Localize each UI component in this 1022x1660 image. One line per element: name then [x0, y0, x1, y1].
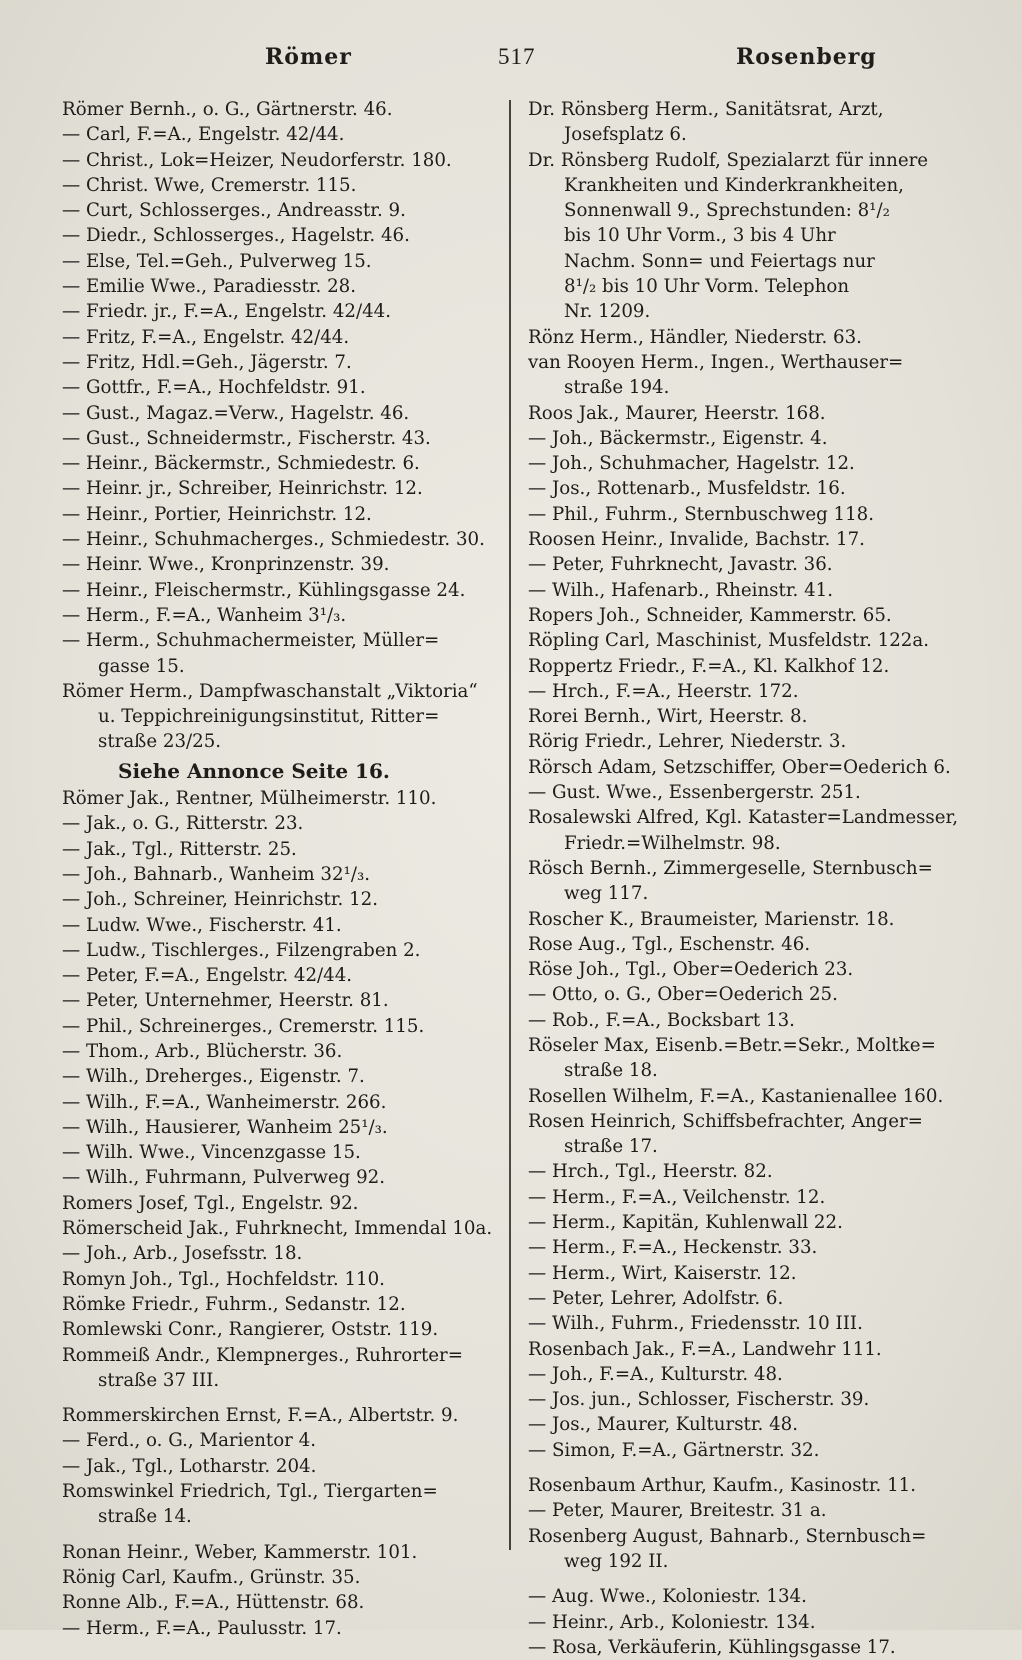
directory-entry-continuation: bis 10 Uhr Vorm., 3 bis 4 Uhr [564, 225, 836, 247]
directory-entry: — Peter, Maurer, Breitestr. 31 a. [528, 1500, 827, 1522]
directory-entry: — Curt, Schlosserges., Andreasstr. 9. [62, 200, 406, 222]
directory-entry: Römer Bernh., o. G., Gärtnerstr. 46. [62, 99, 393, 120]
directory-entry: — Ferd., o. G., Marientor 4. [62, 1430, 316, 1452]
directory-entry: — Fritz, Hdl.=Geh., Jägerstr. 7. [62, 351, 352, 373]
directory-entry: — Heinr., Fleischermstr., Kühlingsgasse 24. [62, 579, 466, 601]
directory-entry: Rösch Bernh., Zimmergeselle, Sternbusch= [528, 857, 933, 879]
directory-entry: — Rob., F.=A., Bocksbart 13. [528, 1009, 795, 1031]
directory-entry: — Jak., Tgl., Lotharstr. 204. [62, 1455, 317, 1477]
directory-entry: — Jos., Rottenarb., Musfeldstr. 16. [528, 478, 846, 500]
directory-entry: — Ludw., Tischlerges., Filzengraben 2. [62, 939, 421, 961]
advertisement-reference: Siehe Annonce Seite 16. [118, 758, 390, 783]
directory-entry: — Herm., F.=A., Wanheim 3¹/₃. [62, 604, 347, 626]
directory-entry: Romyn Joh., Tgl., Hochfeldstr. 110. [62, 1268, 385, 1290]
directory-entry-continuation: straße 17. [564, 1136, 658, 1158]
directory-entry: Roppertz Friedr., F.=A., Kl. Kalkhof 12. [528, 655, 890, 677]
directory-entry: — Peter, F.=A., Engelstr. 42/44. [62, 965, 353, 987]
directory-entry: Röpling Carl, Maschinist, Musfeldstr. 122a. [528, 630, 930, 652]
directory-entry: Ropers Joh., Schneider, Kammerstr. 65. [528, 604, 892, 626]
directory-entry: — Phil., Fuhrm., Sternbuschweg 118. [528, 503, 875, 525]
directory-entry: Rose Aug., Tgl., Eschenstr. 46. [528, 933, 811, 955]
directory-entry: Rönz Herm., Händler, Niederstr. 63. [528, 326, 862, 348]
directory-entry: Ronne Alb., F.=A., Hüttenstr. 68. [62, 1592, 365, 1614]
directory-entry: Römer Jak., Rentner, Mülheimerstr. 110. [62, 788, 437, 810]
directory-entry: — Herm., F.=A., Paulusstr. 17. [62, 1617, 342, 1639]
directory-entry: — Joh., F.=A., Kulturstr. 48. [528, 1363, 783, 1385]
directory-entry-continuation: Nachm. Sonn= und Feiertags nur [564, 250, 875, 272]
directory-entry: Roos Jak., Maurer, Heerstr. 168. [528, 402, 826, 424]
directory-entry: — Wilh., Hafenarb., Rheinstr. 41. [528, 579, 833, 601]
directory-entry: Dr. Rönsberg Rudolf, Spezialarzt für innere [528, 149, 929, 171]
directory-entry: Rönig Carl, Kaufm., Grünstr. 35. [62, 1566, 361, 1588]
directory-entry: — Herm., F.=A., Veilchenstr. 12. [528, 1186, 826, 1208]
directory-entry-continuation: straße 23/25. [98, 731, 222, 753]
directory-entry: — Heinr., Portier, Heinrichstr. 12. [62, 503, 372, 525]
directory-entry: — Else, Tel.=Geh., Pulverweg 15. [62, 250, 372, 272]
directory-entry: — Jos., Maurer, Kulturstr. 48. [528, 1414, 799, 1436]
directory-entry: — Otto, o. G., Ober=Oederich 25. [528, 984, 838, 1006]
directory-entry: — Heinr., Schuhmacherges., Schmiedestr. 30. [62, 529, 485, 551]
directory-entry-continuation: straße 14. [98, 1506, 192, 1528]
directory-entry: — Rosa, Verkäuferin, Kühlingsgasse 17. [528, 1636, 896, 1658]
directory-entry-continuation: Sonnenwall 9., Sprechstunden: 8¹/₂ [564, 200, 890, 222]
directory-entry: Röse Joh., Tgl., Ober=Oederich 23. [528, 959, 854, 981]
directory-entry: — Phil., Schreinerges., Cremerstr. 115. [62, 1015, 425, 1037]
directory-entry: — Jak., Tgl., Ritterstr. 25. [62, 838, 297, 860]
directory-entry-continuation: Krankheiten und Kinderkrankheiten, [564, 174, 904, 196]
left-column [62, 97, 492, 1641]
directory-entry: — Wilh., F.=A., Wanheimerstr. 266. [62, 1091, 387, 1113]
directory-entry-continuation: straße 194. [564, 377, 670, 399]
directory-entry: Rosenbach Jak., F.=A., Landwehr 111. [528, 1338, 882, 1360]
directory-entry: — Herm., Wirt, Kaiserstr. 12. [528, 1262, 797, 1284]
header-right-keyword: Rosenberg [736, 44, 877, 70]
directory-entry: — Thom., Arb., Blücherstr. 36. [62, 1040, 343, 1062]
directory-entry-continuation: u. Teppichreinigungsinstitut, Ritter= [98, 706, 440, 728]
page-header [60, 44, 960, 84]
directory-entry: — Peter, Fuhrknecht, Javastr. 36. [528, 554, 833, 576]
directory-entry: Romers Josef, Tgl., Engelstr. 92. [62, 1192, 359, 1214]
directory-entry: — Wilh., Hausierer, Wanheim 25¹/₃. [62, 1116, 388, 1138]
directory-entry: Rommeiß Andr., Klempnerges., Ruhrorter= [62, 1344, 463, 1366]
page-number: 517 [498, 44, 536, 69]
directory-entry: Romswinkel Friedrich, Tgl., Tiergarten= [62, 1481, 438, 1503]
directory-entry: Ronan Heinr., Weber, Kammerstr. 101. [62, 1541, 418, 1563]
directory-entry: — Christ., Lok=Heizer, Neudorferstr. 180. [62, 149, 452, 171]
directory-entry: Rosen Heinrich, Schiffsbefrachter, Anger= [528, 1110, 923, 1132]
directory-entry: Römerscheid Jak., Fuhrknecht, Immendal 10a. [62, 1218, 493, 1240]
directory-entry-continuation: Josefsplatz 6. [564, 124, 687, 146]
directory-entry: — Wilh. Wwe., Vincenzgasse 15. [62, 1142, 361, 1164]
directory-entry: Rörsch Adam, Setzschiffer, Ober=Oederich 6. [528, 756, 951, 778]
directory-entry: — Simon, F.=A., Gärtnerstr. 32. [528, 1439, 820, 1461]
directory-entry: — Gust., Schneidermstr., Fischerstr. 43. [62, 427, 431, 449]
directory-entry: — Christ. Wwe, Cremerstr. 115. [62, 174, 357, 196]
directory-entry: — Fritz, F.=A., Engelstr. 42/44. [62, 326, 350, 348]
directory-entry: Rosalewski Alfred, Kgl. Kataster=Landmesser, [528, 807, 958, 829]
directory-entry: — Wilh., Fuhrm., Friedensstr. 10 III. [528, 1313, 863, 1335]
column-divider [509, 100, 511, 1550]
directory-entry: — Herm., Kapitän, Kuhlenwall 22. [528, 1212, 843, 1234]
directory-entry: — Gust. Wwe., Essenbergerstr. 251. [528, 782, 861, 804]
directory-entry: Römke Friedr., Fuhrm., Sedanstr. 12. [62, 1293, 406, 1315]
directory-entry: Röseler Max, Eisenb.=Betr.=Sekr., Moltke= [528, 1034, 936, 1056]
directory-entry: Roscher K., Braumeister, Marienstr. 18. [528, 908, 895, 930]
directory-entry: — Emilie Wwe., Paradiesstr. 28. [62, 276, 357, 298]
directory-entry: van Rooyen Herm., Ingen., Werthauser= [528, 351, 904, 373]
directory-entry-continuation: weg 117. [564, 883, 649, 905]
directory-entry: — Herm., F.=A., Heckenstr. 33. [528, 1237, 818, 1259]
directory-entry: — Hrch., Tgl., Heerstr. 82. [528, 1161, 773, 1183]
directory-entry: Rosellen Wilhelm, F.=A., Kastanienallee 160. [528, 1085, 944, 1107]
directory-entry: — Gottfr., F.=A., Hochfeldstr. 91. [62, 377, 366, 399]
directory-entry: — Herm., Schuhmachermeister, Müller= [62, 630, 440, 652]
directory-entry: — Diedr., Schlosserges., Hagelstr. 46. [62, 225, 410, 247]
directory-entry: Rosenbaum Arthur, Kaufm., Kasinostr. 11. [528, 1475, 917, 1497]
directory-entry: — Wilh., Fuhrmann, Pulverweg 92. [62, 1167, 386, 1189]
directory-entry: — Hrch., F.=A., Heerstr. 172. [528, 680, 799, 702]
directory-entry: Rörig Friedr., Lehrer, Niederstr. 3. [528, 731, 847, 753]
directory-entry: — Wilh., Dreherges., Eigenstr. 7. [62, 1066, 365, 1088]
directory-entry: Roosen Heinr., Invalide, Bachstr. 17. [528, 529, 865, 551]
directory-entry: — Carl, F.=A., Engelstr. 42/44. [62, 124, 345, 146]
directory-entry: Rosenberg August, Bahnarb., Sternbusch= [528, 1525, 927, 1547]
directory-entry: — Friedr. jr., F.=A., Engelstr. 42/44. [62, 301, 392, 323]
directory-entry: — Ludw. Wwe., Fischerstr. 41. [62, 914, 342, 936]
directory-entry-continuation: Nr. 1209. [564, 301, 651, 323]
directory-entry: Romlewski Conr., Rangierer, Oststr. 119. [62, 1319, 439, 1341]
directory-entry-continuation: gasse 15. [98, 655, 185, 677]
directory-entry: Römer Herm., Dampfwaschanstalt „Viktoria“ [62, 680, 478, 702]
directory-entry: — Heinr., Arb., Koloniestr. 134. [528, 1611, 816, 1633]
directory-entry: — Jos. jun., Schlosser, Fischerstr. 39. [528, 1389, 870, 1411]
directory-entry-continuation: 8¹/₂ bis 10 Uhr Vorm. Telephon [564, 276, 850, 298]
header-left-keyword: Römer [265, 44, 352, 70]
directory-entry: — Heinr. Wwe., Kronprinzenstr. 39. [62, 554, 390, 576]
directory-entry: — Aug. Wwe., Koloniestr. 134. [528, 1586, 807, 1608]
directory-entry-continuation: Friedr.=Wilhelmstr. 98. [564, 832, 781, 854]
directory-entry: — Joh., Arb., Josefsstr. 18. [62, 1243, 303, 1265]
right-column [528, 97, 968, 1660]
directory-entry: Rorei Bernh., Wirt, Heerstr. 8. [528, 706, 808, 728]
directory-entry-continuation: straße 18. [564, 1060, 658, 1082]
directory-entry: — Peter, Unternehmer, Heerstr. 81. [62, 990, 389, 1012]
directory-entry: — Heinr., Bäckermstr., Schmiedestr. 6. [62, 453, 420, 475]
directory-entry: — Joh., Bäckermstr., Eigenstr. 4. [528, 427, 828, 449]
directory-entry: — Joh., Schreiner, Heinrichstr. 12. [62, 889, 379, 911]
directory-entry: — Heinr. jr., Schreiber, Heinrichstr. 12. [62, 478, 423, 500]
directory-entry: Rommerskirchen Ernst, F.=A., Albertstr. 9. [62, 1405, 459, 1427]
directory-entry: — Joh., Schuhmacher, Hagelstr. 12. [528, 453, 855, 475]
directory-entry: — Peter, Lehrer, Adolfstr. 6. [528, 1287, 784, 1309]
directory-entry: — Jak., o. G., Ritterstr. 23. [62, 813, 304, 835]
directory-entry: Dr. Rönsberg Herm., Sanitätsrat, Arzt, [528, 99, 884, 120]
directory-entry-continuation: weg 192 II. [564, 1550, 669, 1572]
directory-entry: — Gust., Magaz.=Verw., Hagelstr. 46. [62, 402, 410, 424]
directory-entry: — Joh., Bahnarb., Wanheim 32¹/₃. [62, 863, 371, 885]
directory-entry-continuation: straße 37 III. [98, 1369, 220, 1391]
